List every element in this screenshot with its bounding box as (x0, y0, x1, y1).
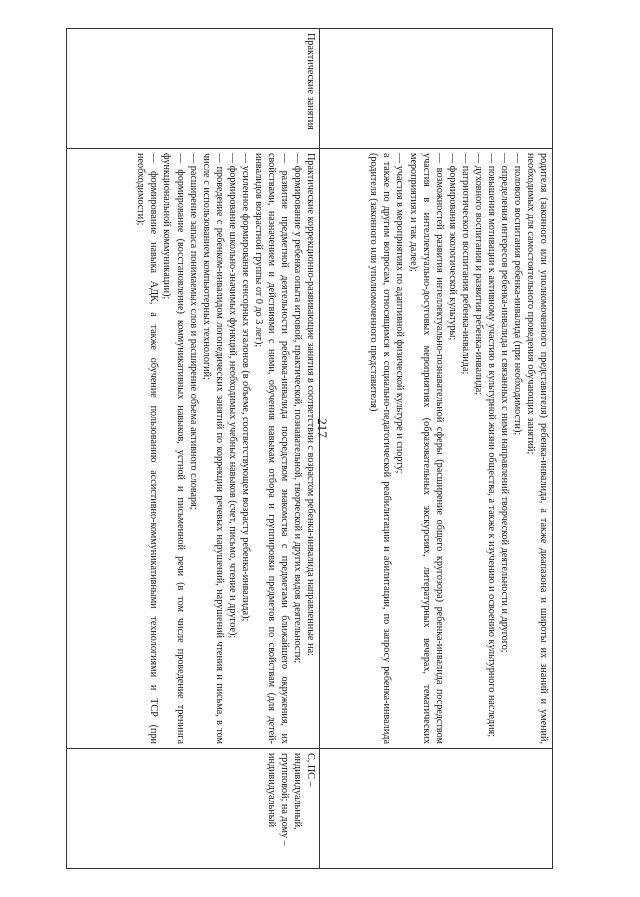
table-row (67, 29, 320, 869)
content-line: — развитие предметной деятельности ребенка-инвалида посредством знакомства с предметами ближайшего окружения, их свойствами, назначением и действиями с ними, обучения навыкам отбора и группировки предметов по свойствам (для детей-инвалидов возрастной группы от 0 до 3 лет); (252, 153, 290, 744)
content-line: — формирование навыка АДК, а также обучение пользованию ассистивно-коммуникативными технологиями и ТСР (при необходимости); (135, 153, 160, 744)
rehabilitation-table (66, 28, 553, 869)
content-line: — возможностей развития интеллектуально-познавательной сферы (расширение общего кругозора) ребенка-инвалида посредством участия в интеллектуально-досуговых мероприятиях (образовательных экскурсиях, литературных вечерах, тематических мероприятиях и так далее); (407, 153, 445, 744)
activity-content-cell (67, 149, 320, 749)
content-line: — формирование у ребенка опыта игровой, практической, познавательной, творческой и других видов деятельности; (291, 153, 303, 664)
activity-content-cell (320, 149, 553, 749)
content-line: — формирования экологической культуры; (446, 153, 458, 341)
content-line: — усиленное формирование сенсорных эталонов (в объеме, соответствующем возрасту ребенка-инвалида); (239, 153, 251, 622)
table-row (320, 29, 553, 869)
content-line: родителя (законного или уполномоченного представителя) ребенка-инвалида, а также диапазона и широты их знаний и умений, необходимых для самостоятельного проведения обучающих занятий; (524, 153, 549, 744)
content-line: — духовного воспитания и развития ребенка-инвалида; (472, 153, 484, 396)
content-line: — формирование (восстановление) коммуникативных навыков, устной и письменной речи (в том числе проведение тренинга функциональной коммуникации); (161, 153, 186, 744)
content-line: — расширение запаса понимаемых слов и расширение объема активного словаря; (187, 153, 199, 510)
page-number: 217 (315, 418, 330, 438)
content-line: — формирование школьно-значимых функций, необходимых учебных навыков (счет, письмо, чтение и другое); (226, 153, 238, 639)
content-line: а также по другим вопросам, относящимся к социально-педагогической реабилитации и абилитации, по запросу ребенка-инвалида (родителя (законного или уполномоченного представителя) (368, 153, 393, 744)
form-cell: С, ПС – индивидуальный, групповой; на дому – индивидуальный (67, 749, 320, 869)
content-line: — определения интересов ребенка-инвалида и связанных с ними направлений творческой деятельности и другого; (498, 153, 510, 653)
content-line: Практические коррекционно-развивающие занятия в соответствии с возрастом ребенка-инвалида направленные на: (305, 153, 316, 656)
activity-type-cell (320, 29, 553, 149)
rotated-page-region (77, 28, 553, 868)
activity-type-cell: Практические занятия (67, 29, 320, 149)
content-line: — полового воспитания ребенка-инвалида (при необходимости); (511, 153, 523, 436)
content-line: — проведение с ребенком-инвалидом логопедических занятий по коррекции речевых нарушений, нарушений чтения и письма, в том числе с использованием компьютерных технологий; (200, 153, 225, 744)
content-line: — патриотического воспитания ребенка-инвалида; (459, 153, 471, 375)
table-frame (77, 28, 553, 868)
form-cell (320, 749, 553, 869)
content-line: — участия в мероприятиях по адаптивной физической культуре и спорту; (394, 153, 406, 474)
content-line: — повышения мотивации к активному участию в культурной жизни общества, а также к изучению и освоению культурного наследия; (485, 153, 497, 738)
